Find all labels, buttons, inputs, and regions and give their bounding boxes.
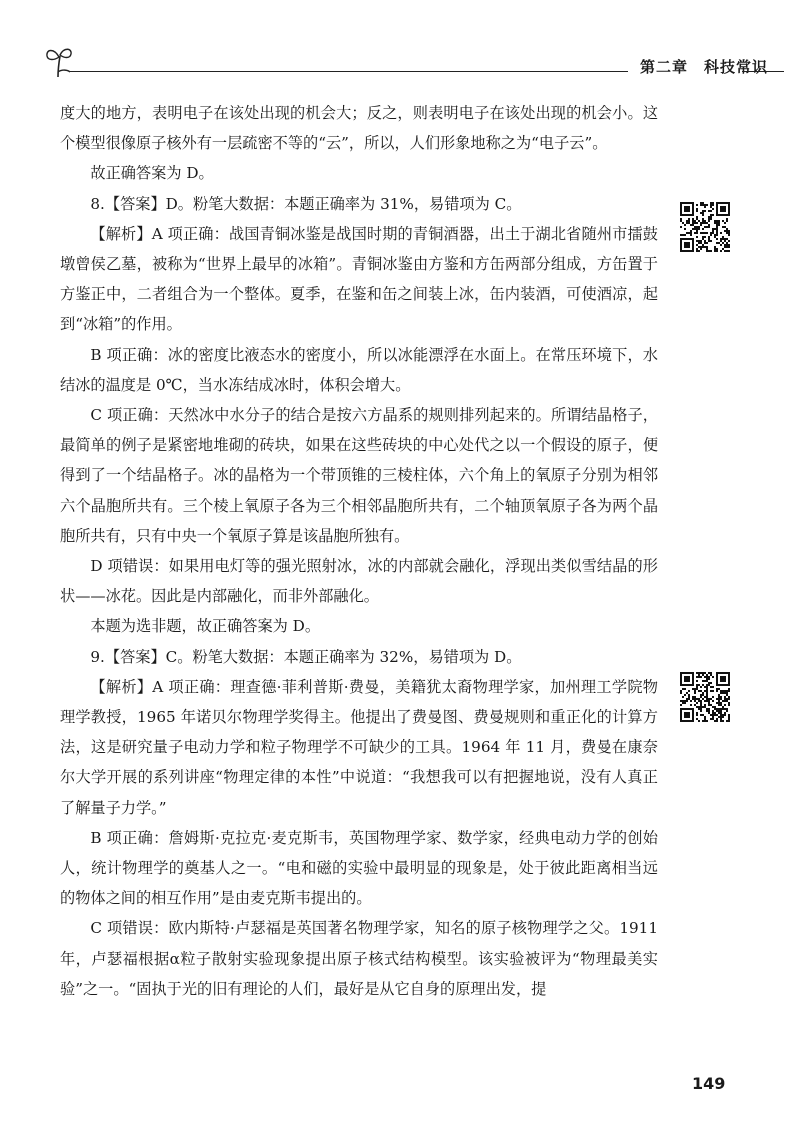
qr-code-icon[interactable] [680,672,730,722]
analysis-8-a: 【解析】A 项正确：战国青铜冰鉴是战国时期的青铜酒器，出土于湖北省随州市擂鼓墩曾侯乙墓，被称为“世界上最早的冰箱”。青铜冰鉴由方鉴和方缶两部分组成，方缶置于方鉴正中，二者组合为一个整体。夏季，在鉴和缶之间装上冰，缶内装酒，可使酒凉，起到“冰箱”的作用。 [60,224,658,334]
paragraph: 本题为选非题，故正确答案为 D。 [90,617,321,636]
analysis-8-b: B 项正确：冰的密度比液态水的密度小，所以冰能漂浮在水面上。在常压环境下，水结冰的温度是 0℃，当水冻结成冰时，体积会增大。 [60,345,658,394]
sprout-icon [44,44,74,78]
analysis-9-a: 【解析】A 项正确：理查德·菲利普斯·费曼，美籍犹太裔物理学家，加州理工学院物理学教授，1965 年诺贝尔物理学奖得主。他提出了费曼图、费曼规则和重正化的计算方法，这是研究量子电动力学和粒子物理学不可缺少的工具。1964 年 11 月，费曼在康奈尔大学开展的系列讲座“物理定律的本性”中说道：“我想我可以有把握地说，没有人真正了解量子力学。” [60,677,658,817]
header-rule-right [742,71,784,72]
answer-9: 9.【答案】C。粉笔大数据：本题正确率为 32%，易错项为 D。 [90,647,522,666]
page-number: 149 [692,1074,726,1093]
page-body [60,98,658,1004]
page-header [44,44,784,80]
paragraph: 度大的地方，表明电子在该处出现的机会大；反之，则表明电子在该处出现的机会小。这个模型很像原子核外有一层疏密不等的“云”，所以，人们形象地称之为“电子云”。 [60,104,658,153]
analysis-8-c: C 项正确：天然冰中水分子的结合是按六方晶系的规则排列起来的。所谓结晶格子，最简单的例子是紧密地堆砌的砖块，如果在这些砖块的中心处代之以一个假设的原子，便得到了一个结晶格子。冰的晶格为一个带顶锥的三棱柱体，六个角上的氧原子分别为相邻六个晶胞所共有。三个棱上氧原子各为三个相邻晶胞所共有，二个轴顶氧原子各为两个晶胞所共有，只有中央一个氧原子算是该晶胞所独有。 [60,406,658,545]
analysis-9-c: C 项错误：欧内斯特·卢瑟福是英国著名物理学家，知名的原子核物理学之父。1911 年，卢瑟福根据α粒子散射实验现象提出原子核式结构模型。该实验被评为“物理最美实验”之一。“固执于光的旧有理论的人们，最好是从它自身的原理出发，提 [60,919,658,998]
analysis-9-b: B 项正确：詹姆斯·克拉克·麦克斯韦，英国物理学家、数学家，经典电动力学的创始人，统计物理学的奠基人之一。“电和磁的实验中最明显的现象是，处于彼此距离相当远的物体之间的相互作用”是由麦克斯韦提出的。 [60,828,658,908]
header-rule-left [70,71,628,72]
topic-label: 科技常识 [704,58,769,76]
answer-8: 8.【答案】D。粉笔大数据：本题正确率为 31%，易错项为 C。 [90,194,522,213]
paragraph: 故正确答案为 D。 [90,164,214,183]
analysis-8-d: D 项错误：如果用电灯等的强光照射冰，冰的内部就会融化，浮现出类似雪结晶的形状——冰花。因此是内部融化，而非外部融化。 [60,557,658,606]
chapter-label: 第二章 [640,58,689,76]
qr-code-icon[interactable] [680,202,730,252]
chapter-title [640,56,768,77]
